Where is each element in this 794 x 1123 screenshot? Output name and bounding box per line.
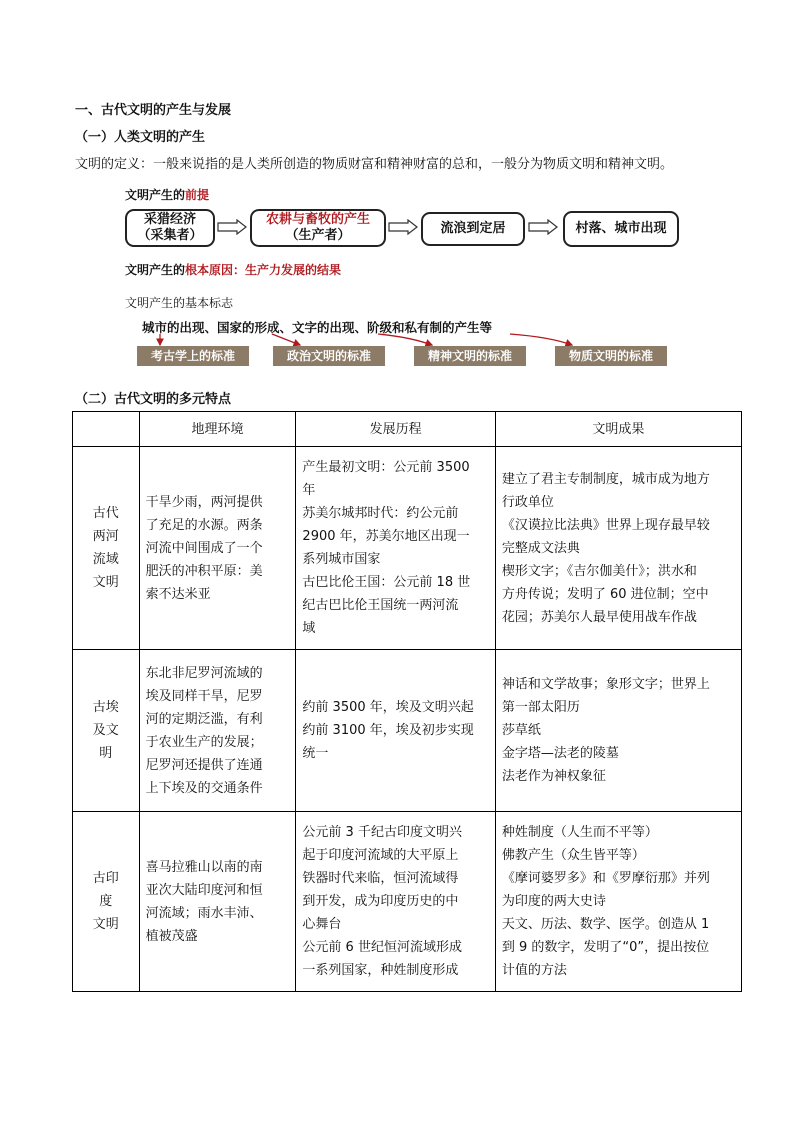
civ-line: 文明 — [92, 917, 119, 932]
history-line: 域 — [302, 621, 316, 636]
tag-archaeology: 考古学上的标准 — [137, 346, 249, 366]
civ-line: 古印 — [92, 871, 119, 886]
achievements-line: 楔形文字；《吉尔伽美什》；洪水和 — [501, 563, 697, 579]
table-header-row — [73, 412, 742, 447]
history-line: 公元前 3 千纪古印度文明兴 — [302, 825, 462, 840]
header-history: 发展历程 — [296, 412, 495, 447]
civ-line: 流域 — [92, 552, 119, 567]
history-line: 到开发，成为印度历史的中 — [302, 894, 459, 909]
history-line: 起于印度河流域的大平原上 — [302, 848, 459, 863]
arrow-state-icon — [272, 334, 300, 345]
geo-line: 于农业生产的发展； — [145, 734, 263, 750]
tag-spiritual: 精神文明的标准 — [414, 346, 526, 366]
tag-political: 政治文明的标准 — [273, 346, 385, 366]
history-line: 统一 — [302, 746, 329, 761]
geo-line: 河的定期泛滥，有利 — [145, 711, 263, 727]
marks-title: 文明产生的基本标志 — [125, 296, 234, 310]
geo-line: 上下埃及的交通条件 — [145, 780, 263, 796]
history-line: 苏美尔城邦时代：约公元前 — [302, 506, 459, 521]
geo-line: 河流中间围成了一个 — [145, 540, 263, 556]
table-row — [73, 812, 742, 992]
root-cause-highlight: 根本原因：生产力发展的结果 — [185, 263, 342, 277]
cell-achievements — [495, 812, 741, 992]
tag-material: 物质文明的标准 — [555, 346, 667, 366]
history-line: 公元前 6 世纪恒河流域形成 — [302, 940, 462, 955]
arrow-writing-icon — [378, 334, 432, 345]
civ-line: 文明 — [92, 575, 119, 590]
history-line: 约前 3100 年，埃及初步实现 — [302, 723, 474, 738]
geo-line: 了充足的水源。两条 — [145, 517, 263, 533]
geo-line: 喜马拉雅山以南的南 — [145, 859, 263, 875]
achievements-line: 《摩诃婆罗多》和《罗摩衍那》并列 — [501, 871, 710, 886]
civ-line: 古代 — [92, 506, 119, 521]
achievements-line: 完整成文法典 — [501, 540, 580, 556]
flow-box3-text: 流浪到定居 — [440, 221, 506, 236]
flow-box2-line2: （生产者） — [285, 228, 351, 243]
achievements-line: 种姓制度（人生而不平等） — [501, 825, 658, 840]
civilization-definition: 文明的定义：一般来说指的是人类所创造的物质财富和精神财富的总和，一般分为物质文明和精神文明。 — [75, 157, 674, 172]
header-empty — [73, 412, 140, 447]
civilizations-table — [72, 411, 742, 992]
geo-line: 索不达米亚 — [145, 586, 211, 602]
cell-civ — [73, 812, 140, 992]
civ-line: 度 — [99, 894, 113, 909]
premise-highlight: 前提 — [185, 188, 210, 202]
cell-history — [296, 447, 495, 650]
history-line: 2900 年，苏美尔地区出现一 — [302, 529, 470, 544]
geo-line: 亚次大陆印度河和恒 — [145, 882, 263, 898]
root-cause-label-text: 文明产生的 — [125, 263, 186, 277]
cell-geo — [139, 812, 296, 992]
achievements-line: 第一部太阳历 — [501, 700, 580, 715]
subsection-title-diversity: （二）古代文明的多元特点 — [75, 392, 232, 407]
history-line: 约前 3500 年，埃及文明兴起 — [302, 700, 474, 715]
achievements-line: 花园；苏美尔人最早使用战车作战 — [501, 609, 697, 625]
history-line: 产生最初文明：公元前 3500 — [302, 460, 470, 475]
cell-geo — [139, 650, 296, 812]
history-line: 一系列国家，种姓制度形成 — [302, 963, 459, 978]
civ-line: 两河 — [92, 529, 119, 544]
flow-box1-line2: （采集者） — [137, 228, 203, 243]
flow-box2-line1: 农耕与畜牧的产生 — [265, 212, 370, 227]
civ-line: 明 — [99, 746, 113, 761]
table-body — [73, 447, 742, 992]
premise-label-text: 文明产生的 — [125, 188, 186, 202]
cell-history — [296, 650, 495, 812]
flow-box1-line1: 采猎经济 — [143, 212, 196, 227]
header-achievements: 文明成果 — [495, 412, 741, 447]
achievements-line: 为印度的两大史诗 — [501, 894, 606, 909]
table-row — [73, 447, 742, 650]
cell-civ — [73, 650, 140, 812]
table-row — [73, 650, 742, 812]
geo-line: 尼罗河还提供了连通 — [145, 757, 263, 773]
geo-line: 埃及同样干旱，尼罗 — [145, 688, 263, 704]
achievements-line: 莎草纸 — [501, 723, 541, 738]
history-line: 年 — [302, 483, 316, 498]
history-line: 系列城市国家 — [302, 552, 381, 567]
achievements-line: 法老作为神权象征 — [501, 769, 606, 784]
flow-box4-text: 村落、城市出现 — [575, 221, 667, 236]
section-title: 一、古代文明的产生与发展 — [75, 103, 232, 118]
achievements-line: 计值的方法 — [501, 963, 567, 978]
achievements-line: 到 9 的数字，发明了“0”，提出按位 — [501, 940, 710, 955]
header-geography: 地理环境 — [139, 412, 296, 447]
achievements-line: 《汉谟拉比法典》世界上现存最早较 — [501, 517, 710, 533]
achievements-line: 方舟传说；发明了 60 进位制；空中 — [501, 586, 709, 602]
achievements-line: 建立了君主专制制度，城市成为地方 — [501, 471, 710, 487]
arrow-class-icon — [510, 334, 572, 345]
marks-connector-arrows — [0, 0, 794, 380]
achievements-line: 金字塔—法老的陵墓 — [501, 746, 619, 761]
civ-line: 及文 — [92, 723, 119, 738]
cell-achievements — [495, 650, 741, 812]
cell-civ — [73, 447, 140, 650]
achievements-line: 佛教产生（众生皆平等） — [501, 848, 645, 863]
achievements-line: 行政单位 — [501, 494, 554, 510]
civ-line: 古埃 — [92, 700, 119, 715]
geo-line: 河流域；雨水丰沛、 — [145, 905, 263, 921]
geo-line: 肥沃的冲积平原：美 — [145, 563, 263, 579]
geo-line: 干旱少雨，两河提供 — [145, 494, 263, 510]
achievements-line: 天文、历法、数学、医学。创造从 1 — [501, 917, 710, 932]
marks-text: 城市的出现、国家的形成、文字的出现、阶级和私有制的产生等 — [142, 320, 493, 335]
cell-history — [296, 812, 495, 992]
cell-geo — [139, 447, 296, 650]
history-line: 心舞台 — [302, 917, 342, 932]
history-line: 纪古巴比伦王国统一两河流 — [302, 598, 459, 613]
subsection-title-origin: （一）人类文明的产生 — [75, 130, 206, 145]
geo-line: 东北非尼罗河流域的 — [145, 665, 263, 681]
achievements-line: 神话和文学故事；象形文字；世界上 — [501, 677, 710, 692]
history-line: 古巴比伦王国：公元前 18 世 — [302, 575, 471, 590]
history-line: 铁器时代来临，恒河流域得 — [302, 871, 459, 886]
cell-achievements — [495, 447, 741, 650]
geo-line: 植被茂盛 — [145, 928, 198, 944]
